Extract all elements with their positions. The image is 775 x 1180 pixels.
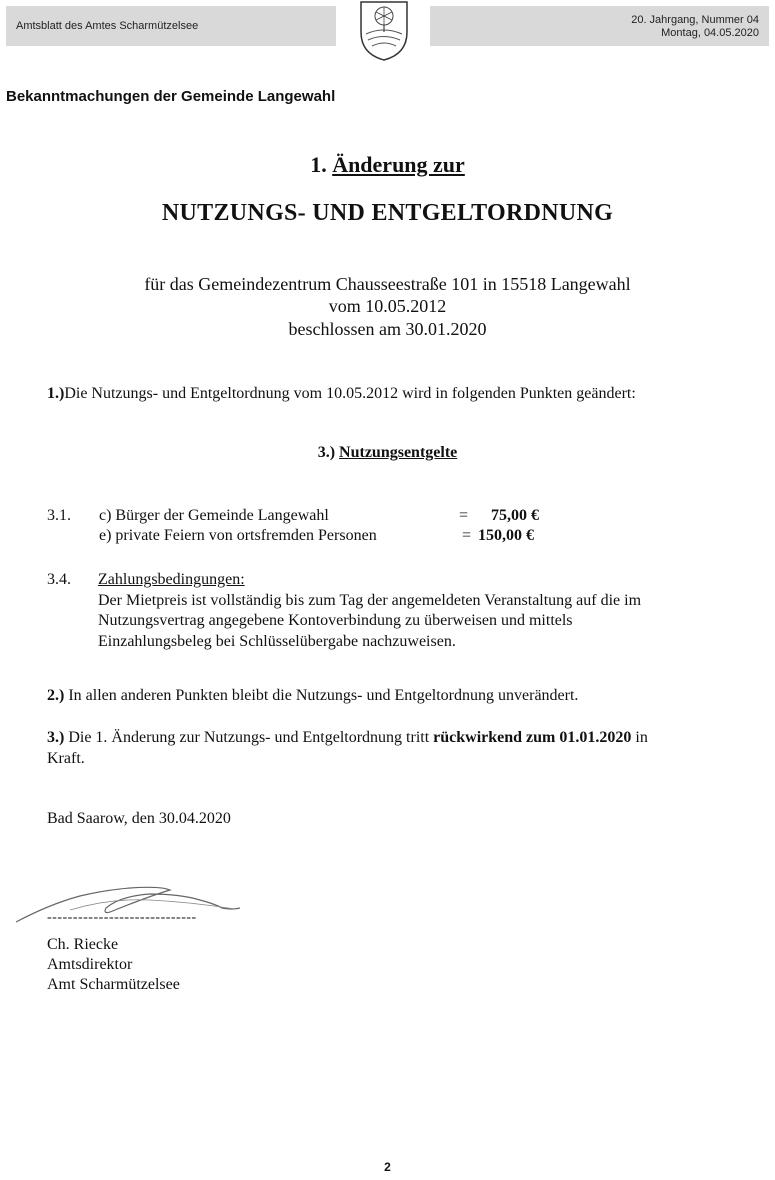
title-amendment: Änderung zur bbox=[332, 152, 465, 177]
subtitle-line1: für das Gemeindezentrum Chausseestraße 101 in 15518 Langewahl bbox=[144, 274, 631, 294]
payment-line: Nutzungsvertrag angegebene Kontoverbindung zu überweisen und mittels bbox=[98, 612, 573, 629]
point-2-text: In allen anderen Punkten bleibt die Nutzungs- und Entgeltordnung unverändert. bbox=[68, 687, 579, 704]
place-and-date: Bad Saarow, den 30.04.2020 bbox=[47, 810, 231, 827]
point-3 bbox=[47, 727, 737, 769]
signer-role: Amtsdirektor bbox=[47, 956, 133, 973]
fee-item-label: e) private Feiern von ortsfremden Personen bbox=[99, 527, 377, 544]
signer-block bbox=[47, 935, 180, 995]
fee-section-number: 3.1. bbox=[47, 507, 71, 524]
payment-line: Der Mietpreis ist vollständig bis zum Tag der angemeldeten Veranstaltung auf die im bbox=[98, 591, 642, 609]
header-publication-title: Amtsblatt des Amtes Scharmützelsee bbox=[6, 6, 336, 46]
issue-date: Montag, 04.05.2020 bbox=[661, 27, 759, 39]
coat-of-arms-icon bbox=[358, 0, 410, 62]
document-title-line1 bbox=[0, 152, 775, 178]
title-number: 1. bbox=[310, 152, 327, 177]
page-number: 2 bbox=[384, 1160, 391, 1174]
fee-item-label: c) Bürger der Gemeinde Langewahl bbox=[99, 507, 329, 524]
document-title-line2: NUTZUNGS- UND ENTGELTORDNUNG bbox=[161, 200, 614, 226]
point-1-label: 1.) bbox=[47, 385, 65, 402]
subsection-number: 3.) bbox=[317, 444, 336, 461]
payment-heading: Zahlungsbedingungen: bbox=[98, 571, 245, 588]
payment-terms bbox=[98, 570, 738, 652]
point-1-text: Die Nutzungs- und Entgeltordnung vom 10.05.2012 wird in folgenden Punkten geändert: bbox=[64, 385, 636, 402]
signer-name: Ch. Riecke bbox=[47, 936, 119, 953]
subtitle-line2: vom 10.05.2012 bbox=[328, 296, 447, 316]
fee-item-equals: = bbox=[462, 527, 472, 544]
point-3-text-line2: Kraft. bbox=[47, 750, 85, 767]
payment-line: Einzahlungsbeleg bei Schlüsselübergabe nachzuweisen. bbox=[98, 632, 456, 650]
section-heading: Bekanntmachungen der Gemeinde Langewahl bbox=[6, 88, 336, 105]
fee-item-equals: = bbox=[459, 507, 469, 524]
point-3-label: 3.) bbox=[47, 729, 65, 746]
fee-item-price: 75,00 € bbox=[491, 507, 539, 524]
subtitle-line3: beschlossen am 30.01.2020 bbox=[288, 319, 487, 339]
point-1 bbox=[47, 383, 636, 404]
point-3-text: Die 1. Änderung zur Nutzungs- und Entgeltordnung tritt bbox=[68, 729, 430, 746]
point-3-text-end: in bbox=[635, 729, 648, 746]
point-2 bbox=[47, 685, 578, 706]
point-3-effective-date: rückwirkend zum 01.01.2020 bbox=[433, 729, 632, 746]
signer-office: Amt Scharmützelsee bbox=[47, 976, 180, 993]
subsection-title: Nutzungsentgelte bbox=[339, 444, 458, 461]
fee-item-price: 150,00 € bbox=[478, 527, 534, 544]
payment-section-number: 3.4. bbox=[47, 571, 71, 588]
header-issue-info bbox=[430, 6, 769, 46]
issue-number: 20. Jahrgang, Nummer 04 bbox=[631, 14, 759, 26]
signature-line: ----------------------------- bbox=[47, 910, 197, 925]
point-2-label: 2.) bbox=[47, 687, 65, 704]
subsection-heading bbox=[0, 444, 775, 462]
